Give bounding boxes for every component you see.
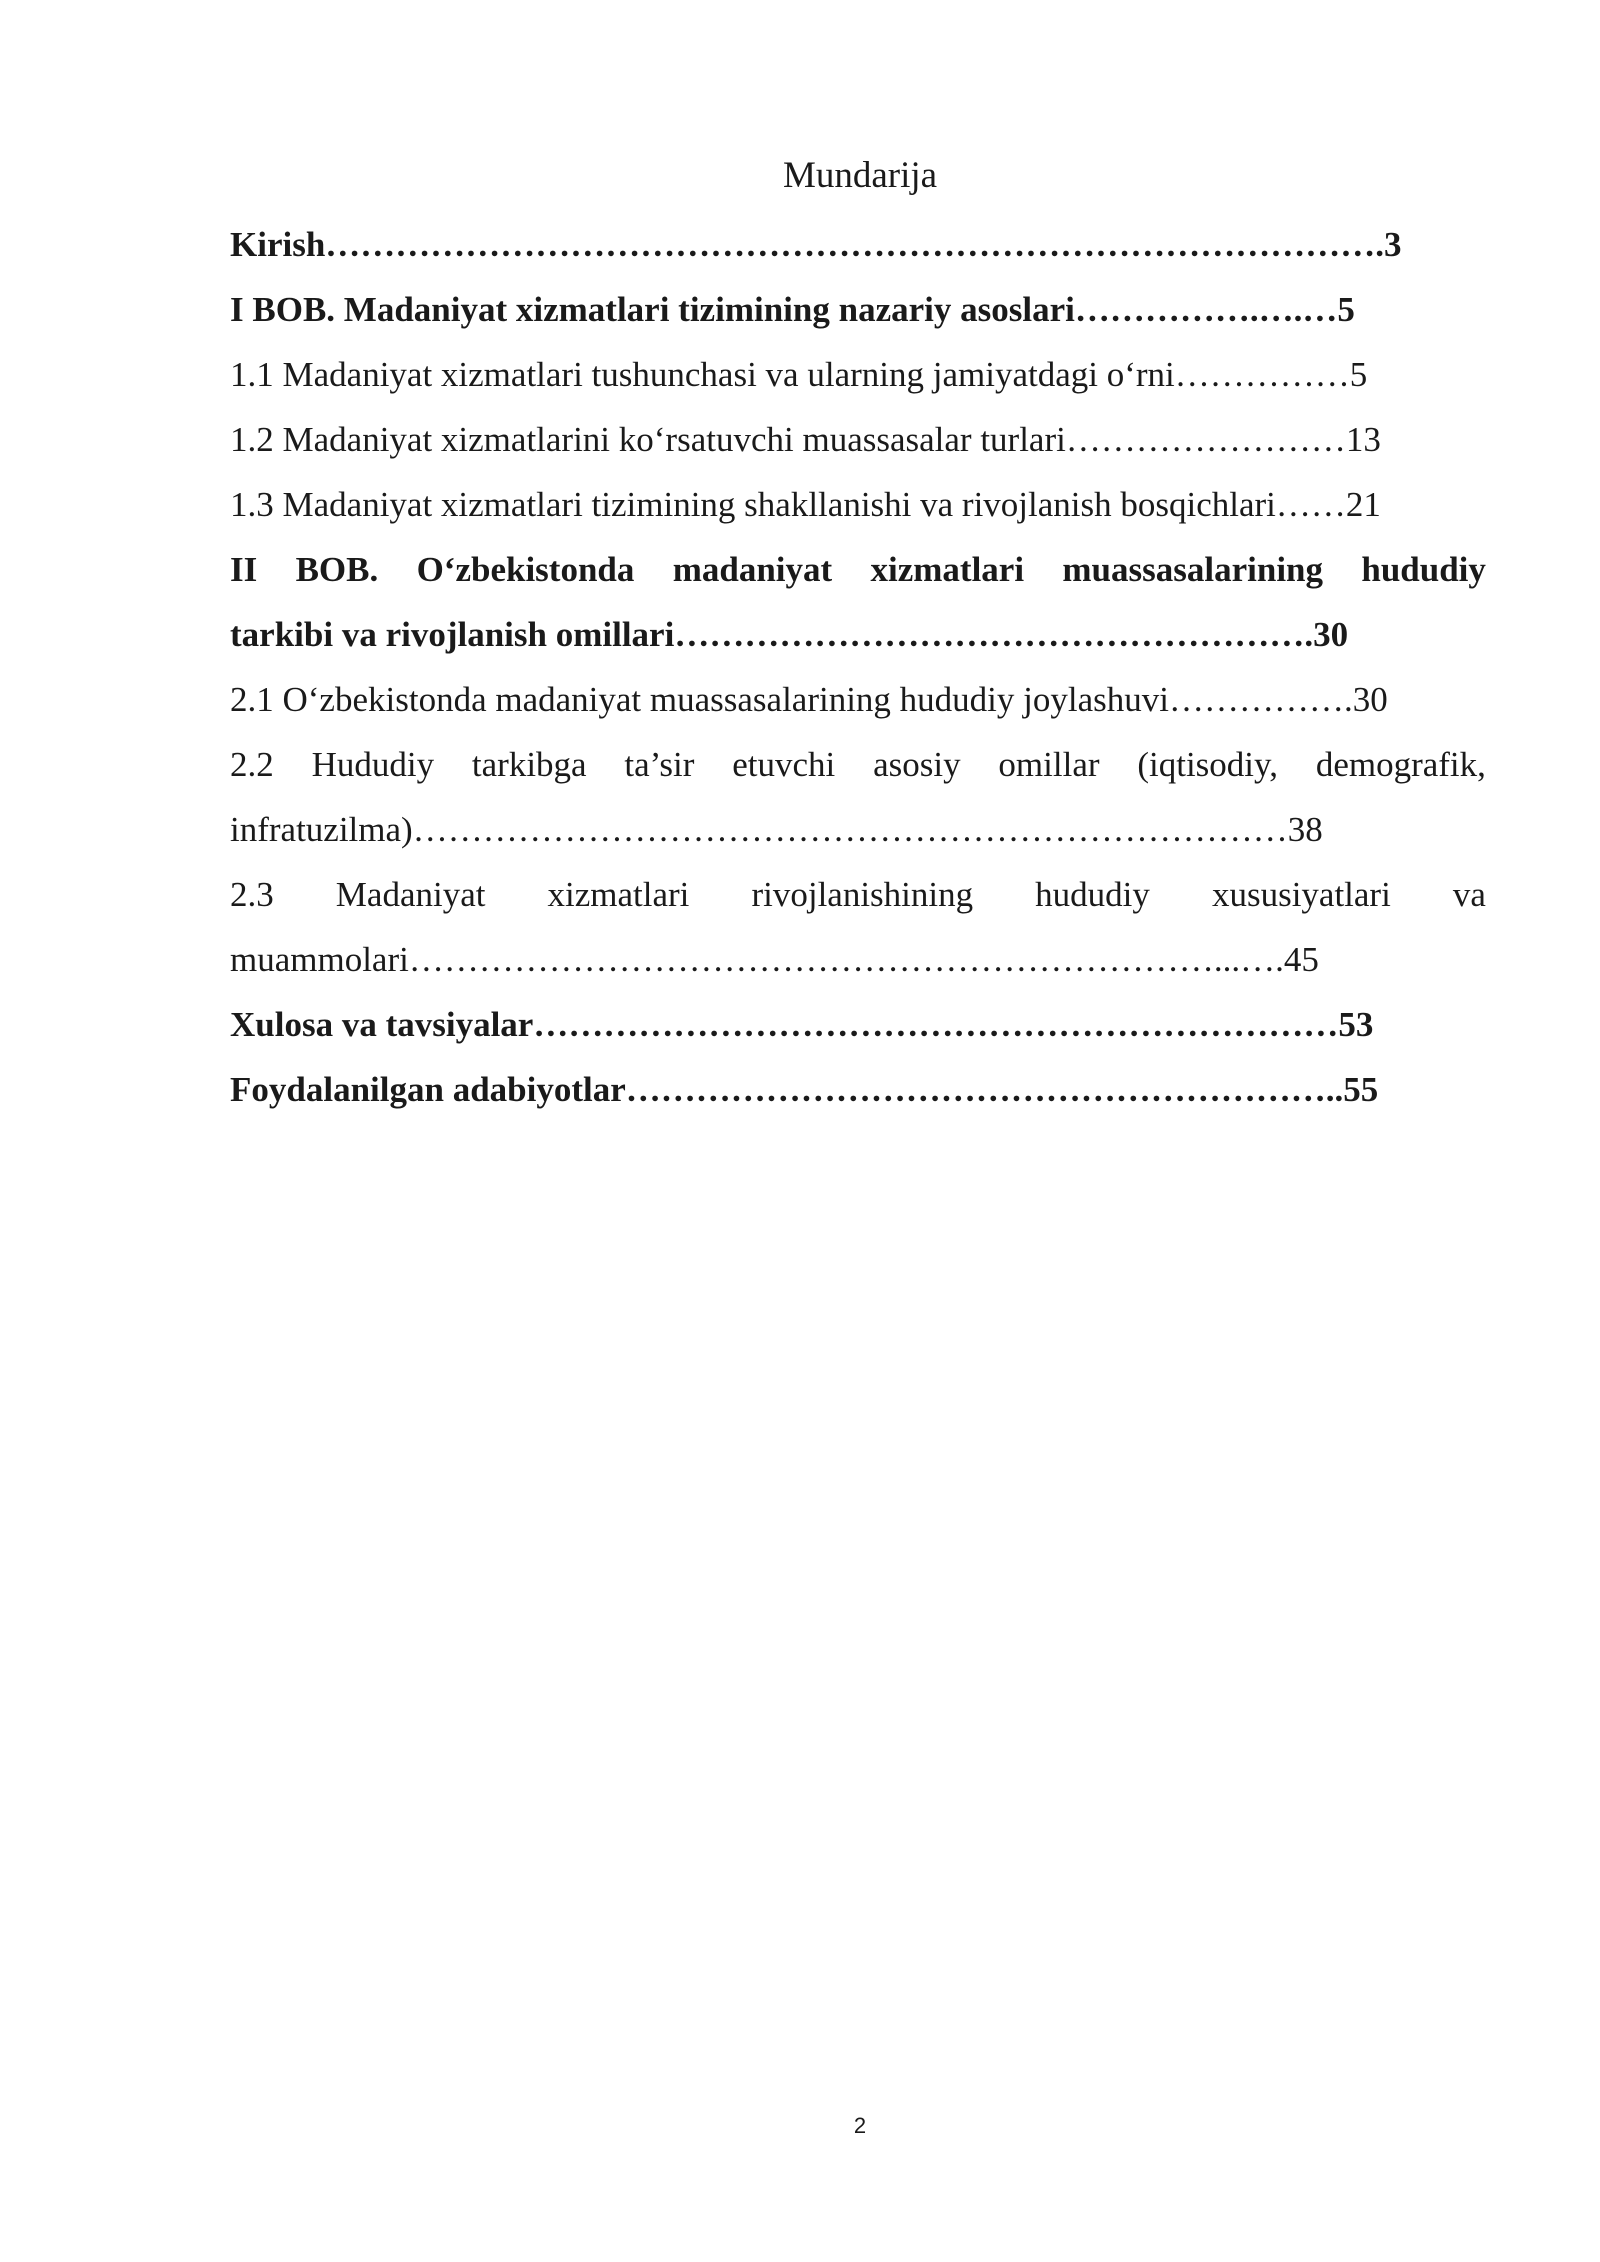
toc-entry-chapter-2[interactable] <box>230 537 1486 667</box>
toc-entry-section-2-2[interactable] <box>230 732 1486 862</box>
toc-word: BOB. <box>295 550 379 589</box>
toc-entry-references[interactable] <box>230 1057 1486 1122</box>
toc-entry-conclusion-text: Xulosa va tavsiyalar……………………………………………………………53 <box>230 1005 1374 1044</box>
toc-entry-chapter-2-line-1 <box>230 537 1486 602</box>
table-of-contents <box>230 212 1486 1122</box>
toc-entry-section-2-2-line-1 <box>230 732 1486 797</box>
toc-word: (iqtisodiy, <box>1137 745 1278 784</box>
toc-word: 2.3 <box>230 875 274 914</box>
toc-entry-references-text: Foydalanilgan adabiyotlar……………………………………………………..55 <box>230 1070 1379 1109</box>
toc-entry-section-2-3-line-2: muammolari……………………………………………………………...….45 <box>230 940 1319 979</box>
toc-word: 2.2 <box>230 745 274 784</box>
toc-entry-section-1-3-text: 1.3 Madaniyat xizmatlari tizimining shakllanishi va rivojlanish bosqichlari……21 <box>230 485 1381 524</box>
toc-entry-section-1-2[interactable] <box>230 407 1486 472</box>
toc-entry-section-1-3[interactable] <box>230 472 1486 537</box>
toc-word: asosiy <box>873 745 961 784</box>
page-number: 2 <box>853 2113 867 2138</box>
toc-entry-kirish[interactable] <box>230 212 1486 277</box>
toc-entry-section-2-3[interactable] <box>230 862 1486 992</box>
toc-word: Madaniyat <box>335 875 486 914</box>
toc-entry-conclusion[interactable] <box>230 992 1486 1057</box>
page-title: Mundarija <box>782 155 938 196</box>
toc-word: va <box>1452 875 1486 914</box>
toc-word: hududiy <box>1361 550 1486 589</box>
toc-entry-section-1-1-text: 1.1 Madaniyat xizmatlari tushunchasi va ularning jamiyatdagi o‘rni……………5 <box>230 355 1368 394</box>
toc-entry-chapter-1-text: I BOB. Madaniyat xizmatlari tizimining nazariy asoslari…………….….…5 <box>230 290 1355 329</box>
toc-word: muassasalarining <box>1062 550 1324 589</box>
toc-word: II <box>230 550 258 589</box>
toc-word: ta’sir <box>624 745 695 784</box>
toc-word: rivojlanishining <box>751 875 974 914</box>
toc-entry-section-2-1-text: 2.1 O‘zbekistonda madaniyat muassasalarining hududiy joylashuvi…………….30 <box>230 680 1388 719</box>
toc-entry-chapter-2-line-2: tarkibi va rivojlanish omillari……………………………………………….30 <box>230 615 1349 654</box>
toc-word: Hududiy <box>311 745 435 784</box>
toc-word: omillar <box>998 745 1100 784</box>
toc-word: demografik, <box>1315 745 1486 784</box>
toc-word: xususiyatlari <box>1211 875 1391 914</box>
toc-entry-section-1-2-text: 1.2 Madaniyat xizmatlarini ko‘rsatuvchi muassasalar turlari……………………13 <box>230 420 1381 459</box>
toc-word: xizmatlari <box>547 875 690 914</box>
toc-word: xizmatlari <box>870 550 1025 589</box>
toc-word: O‘zbekistonda <box>416 550 635 589</box>
toc-entry-section-2-2-line-2: infratuzilma)…………………………………………………………………38 <box>230 810 1323 849</box>
toc-entry-section-1-1[interactable] <box>230 342 1486 407</box>
toc-entry-chapter-1[interactable] <box>230 277 1486 342</box>
toc-word: tarkibga <box>471 745 587 784</box>
toc-word: hududiy <box>1035 875 1150 914</box>
toc-word: madaniyat <box>672 550 833 589</box>
toc-entry-kirish-text: Kirish……………………………………………………………………………….3 <box>230 225 1402 264</box>
toc-entry-section-2-3-line-1 <box>230 862 1486 927</box>
toc-word: etuvchi <box>732 745 836 784</box>
toc-entry-section-2-1[interactable] <box>230 667 1486 732</box>
